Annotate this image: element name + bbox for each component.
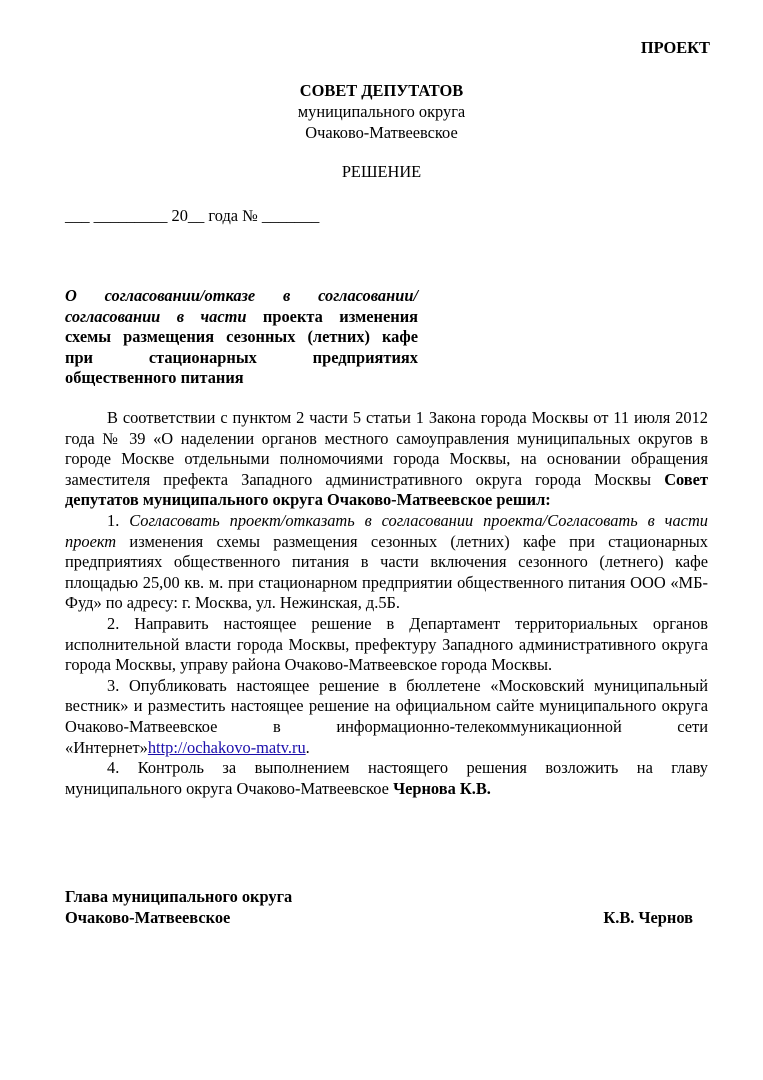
signature-block [65,886,693,928]
item-4-text: 4. Контроль за выполнением настоящего решения возложить на главу муниципального округа Очаково-Матвеевское [65,758,708,798]
document-body [65,408,708,799]
item-4-bold: Чернова К.В. [393,778,491,798]
item-3-paragraph [65,676,708,758]
item-1-number: 1. [107,510,130,530]
preamble-paragraph [65,408,708,511]
decision-title: РЕШЕНИЕ [341,162,422,181]
signature-position-line1: Глава муниципального округа [65,887,293,906]
district-name-line: Очаково-Матвеевское [305,123,458,142]
item-4-paragraph [65,758,708,799]
decision-subject [65,286,418,389]
subject-italic-part: О согласовании/отказе в согласовании/согласовании в части [65,286,418,326]
website-link[interactable]: http://ochakovo-matv.ru [147,737,306,757]
subject-rest: проекта изменения схемы размещения сезонных (летних) кафе при стационарных предприятиях общественного питания [65,306,418,388]
signature-row [65,907,693,928]
date-number-line: ___ _________ 20__ года № _______ [65,206,320,225]
preamble-text: В соответствии с пунктом 2 части 5 статьи 1 Закона города Москвы от 11 июля 2012 года № 39 «О наделении органов местного самоуправления муниципальных округов в городе Москве отдельными полномочиями города Москвы, на основании обращения заместителя префекта Западного административного округа города Москвы [65,408,708,489]
preamble-bold: Совет депутатов муниципального округа Очаково-Матвеевское решил: [65,469,708,510]
item-2-paragraph: 2. Направить настоящее решение в Департамент территориальных органов исполнительной власти города Москвы, префектуру Западного административного округа города Москвы, управу района Очаково-Матвеевское города Москвы. [65,613,708,675]
council-title: СОВЕТ ДЕПУТАТОВ [299,81,464,100]
document-header [0,80,763,143]
municipal-district-line: муниципального округа [297,102,466,121]
item-1-text: изменения схемы размещения сезонных (летних) кафе при стационарных предприятиях общественного питания в части включения сезонного (летнего) кафе площадью 25,00 кв. м. при стационарном предприятии общественного питания ООО «МБ-Фуд» по адресу: г. Москва, ул. Нежинская, д.5Б. [65,531,708,613]
draft-stamp: ПРОЕКТ [640,38,710,57]
signatory-name: К.В. Чернов [603,908,693,927]
item-1-italic: Согласовать проект/отказать в согласовании проекта/Согласовать в части проект [65,510,708,551]
signature-position-line2: Очаково-Матвеевское [65,908,231,927]
item-3-text: 3. Опубликовать настоящее решение в бюллетене «Московский муниципальный вестник» и разместить настоящее решение на официальном сайте муниципального округа Очаково-Матвеевское в информационно-телекоммуникационной сети «Интернет» [65,675,708,757]
item-1-paragraph [65,511,708,614]
item-3-end: . [305,737,310,757]
